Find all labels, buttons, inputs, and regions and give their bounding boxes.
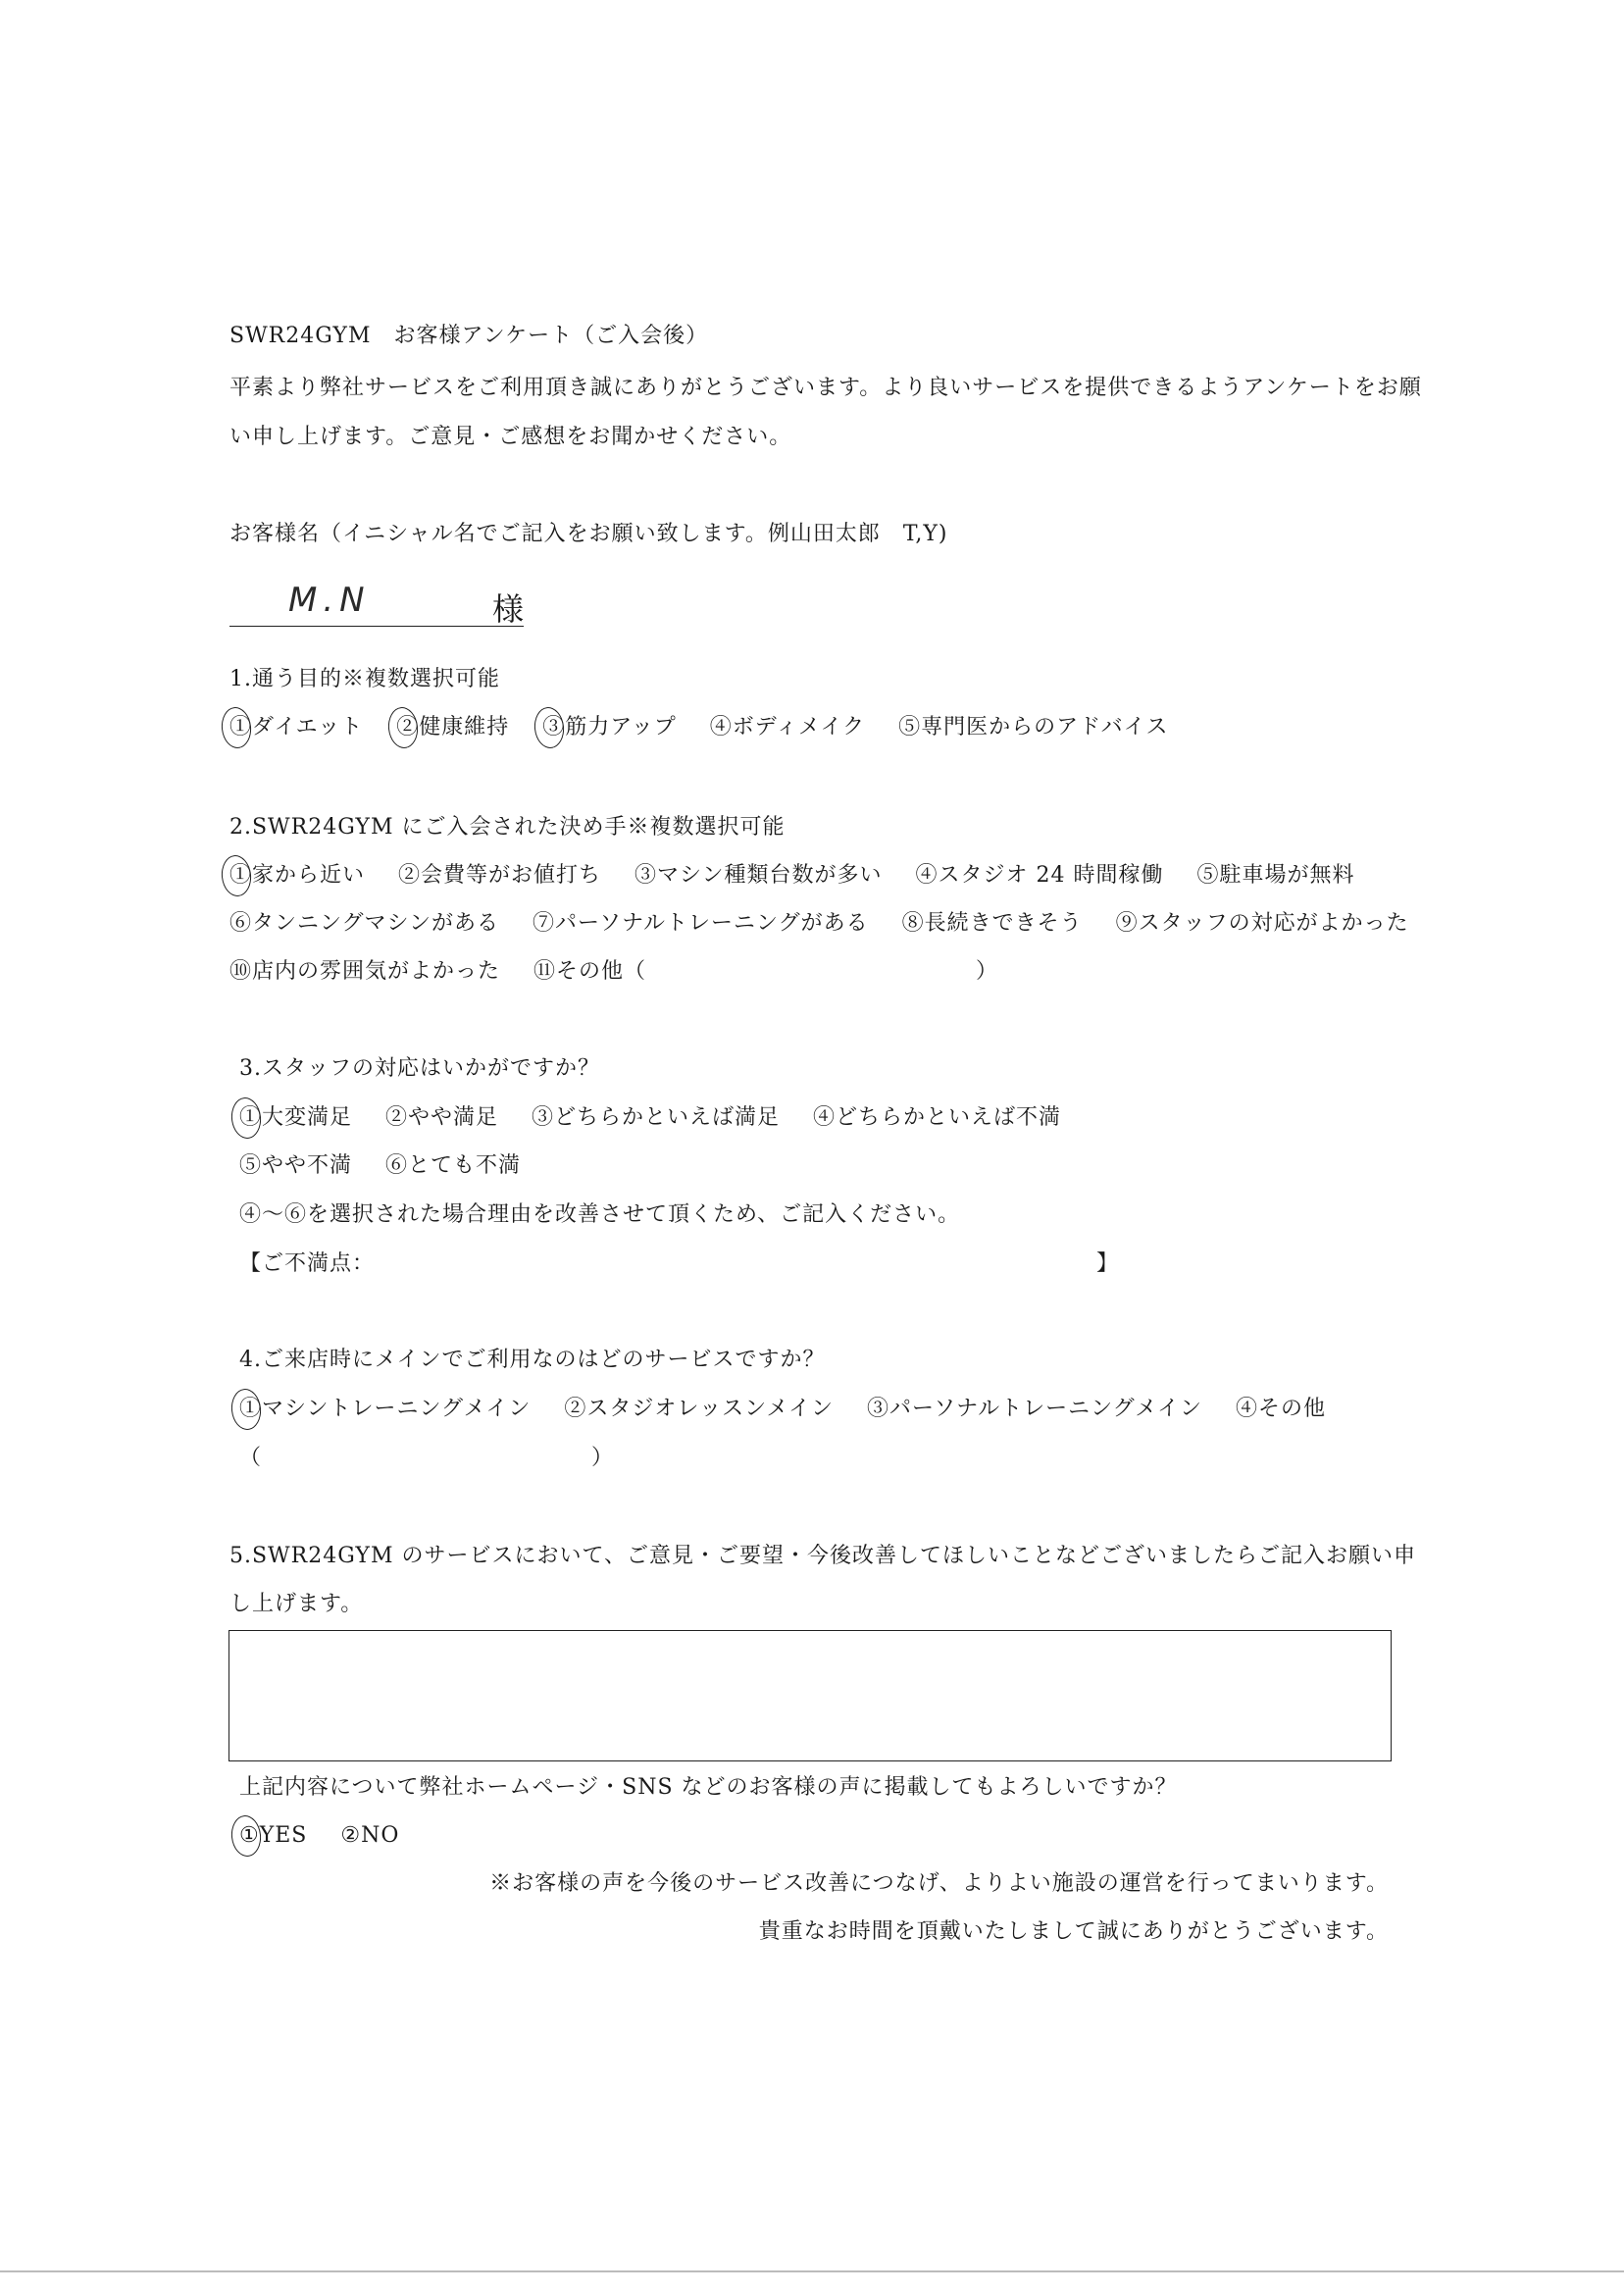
q2-option-1[interactable]: ①家から近い	[229, 861, 365, 891]
intro-text-line-2: い申し上げます。ご意見・ご感想をお聞かせください。	[229, 425, 792, 449]
q2-option-11[interactable]: ⑪その他（	[533, 959, 647, 984]
customer-name-prompt: お客様名（イニシャル名でご記入をお願い致します。例山田太郎 T,Y)	[229, 522, 948, 546]
q3-option-2[interactable]: ②やや満足	[385, 1105, 499, 1130]
publish-question: 上記内容について弊社ホームページ・SNS などのお客様の声に掲載してもよろしいですか？	[239, 1775, 1178, 1800]
q3-complaint-open: 【ご不満点：	[239, 1251, 376, 1276]
q4-question: 4.ご来店時にメインでご利用なのはどのサービスですか？	[239, 1348, 826, 1372]
q4-option-4[interactable]: ④その他	[1235, 1397, 1326, 1421]
q3-options-row-2	[239, 1151, 521, 1181]
q2-option-9[interactable]: ⑨スタッフの対応がよかった	[1115, 911, 1409, 936]
q1-options	[229, 713, 1168, 742]
customer-name-handwritten: M.N	[288, 581, 371, 620]
q2-option-7[interactable]: ⑦パーソナルトレーニングがある	[533, 911, 869, 936]
footer-note-2: 貴重なお時間を頂戴いたしまして誠にありがとうございます。	[758, 1919, 1389, 1944]
q1-option-4[interactable]: ④ボディメイク	[709, 715, 866, 739]
q2-other-close: ）	[976, 959, 999, 984]
honorific: 様	[492, 590, 525, 628]
scan-edge-line	[0, 2270, 1624, 2272]
q2-question: 2.SWR24GYM にご入会された決め手※複数選択可能	[229, 815, 786, 840]
q1-option-1[interactable]: ①ダイエット	[229, 713, 363, 742]
q4-option-1[interactable]: ①マシントレーニングメイン	[239, 1395, 531, 1424]
q3-option-5[interactable]: ⑤やや不満	[239, 1153, 353, 1178]
q2-options-row-3	[229, 957, 998, 987]
q2-options-row-1	[229, 861, 1354, 891]
q2-option-2[interactable]: ②会費等がお値打ち	[398, 863, 602, 888]
comment-box[interactable]	[228, 1630, 1392, 1761]
q1-question: 1.通う目的※複数選択可能	[229, 667, 500, 691]
q4-other-open: （	[239, 1446, 263, 1470]
publish-options	[239, 1821, 399, 1851]
customer-name-field[interactable]	[229, 581, 525, 628]
q1-option-5[interactable]: ⑤専門医からのアドバイス	[898, 715, 1169, 739]
intro-text-line-1: 平素より弊社サービスをご利用頂き誠にありがとうございます。より良いサービスを提供できるようアンケートをお願	[229, 376, 1422, 400]
q3-options-row-1	[239, 1103, 1061, 1133]
q3-option-6[interactable]: ⑥とても不満	[385, 1153, 522, 1178]
q4-option-3[interactable]: ③パーソナルトレーニングメイン	[867, 1397, 1202, 1421]
q4-options	[239, 1395, 1326, 1424]
q2-option-8[interactable]: ⑧長続きできそう	[901, 911, 1083, 936]
q1-option-2[interactable]: ②健康維持	[396, 713, 509, 742]
survey-title: SWR24GYM お客様アンケート（ご入会後）	[229, 324, 709, 348]
q3-option-3[interactable]: ③どちらかといえば満足	[532, 1105, 781, 1130]
q5-question-line-2: し上げます。	[229, 1592, 364, 1616]
publish-option-no[interactable]: ②NO	[340, 1823, 400, 1848]
q3-complaint-close: 】	[1096, 1251, 1120, 1276]
q2-options-row-2	[229, 909, 1409, 939]
q2-option-3[interactable]: ③マシン種類台数が多い	[634, 863, 883, 888]
q4-other-close: ）	[591, 1446, 615, 1470]
q2-option-5[interactable]: ⑤駐車場が無料	[1196, 863, 1355, 888]
q3-question: 3.スタッフの対応はいかがですか？	[239, 1056, 600, 1081]
q1-option-3[interactable]: ③筋力アップ	[542, 713, 676, 742]
q4-option-2[interactable]: ②スタジオレッスンメイン	[564, 1397, 835, 1421]
q4-other-row	[239, 1444, 614, 1473]
q3-complaint-row	[239, 1249, 1119, 1279]
q3-option-1[interactable]: ①大変満足	[239, 1103, 352, 1133]
q2-option-4[interactable]: ④スタジオ 24 時間稼働	[915, 863, 1164, 888]
q5-question-line-1: 5.SWR24GYM のサービスにおいて、ご意見・ご要望・今後改善してほしいことなどございましたらご記入お願い申	[229, 1544, 1417, 1568]
publish-option-yes[interactable]: ①YES	[239, 1821, 307, 1851]
q2-option-6[interactable]: ⑥タンニングマシンがある	[229, 911, 500, 936]
q3-option-4[interactable]: ④どちらかといえば不満	[813, 1105, 1062, 1130]
q3-note: ④～⑥を選択された場合理由を改善させて頂くため、ご記入ください。	[239, 1202, 961, 1227]
footer-note-1: ※お客様の声を今後のサービス改善につなげ、よりよい施設の運営を行ってまいります。	[489, 1871, 1389, 1896]
q2-option-10[interactable]: ⑩店内の雰囲気がよかった	[229, 959, 501, 984]
